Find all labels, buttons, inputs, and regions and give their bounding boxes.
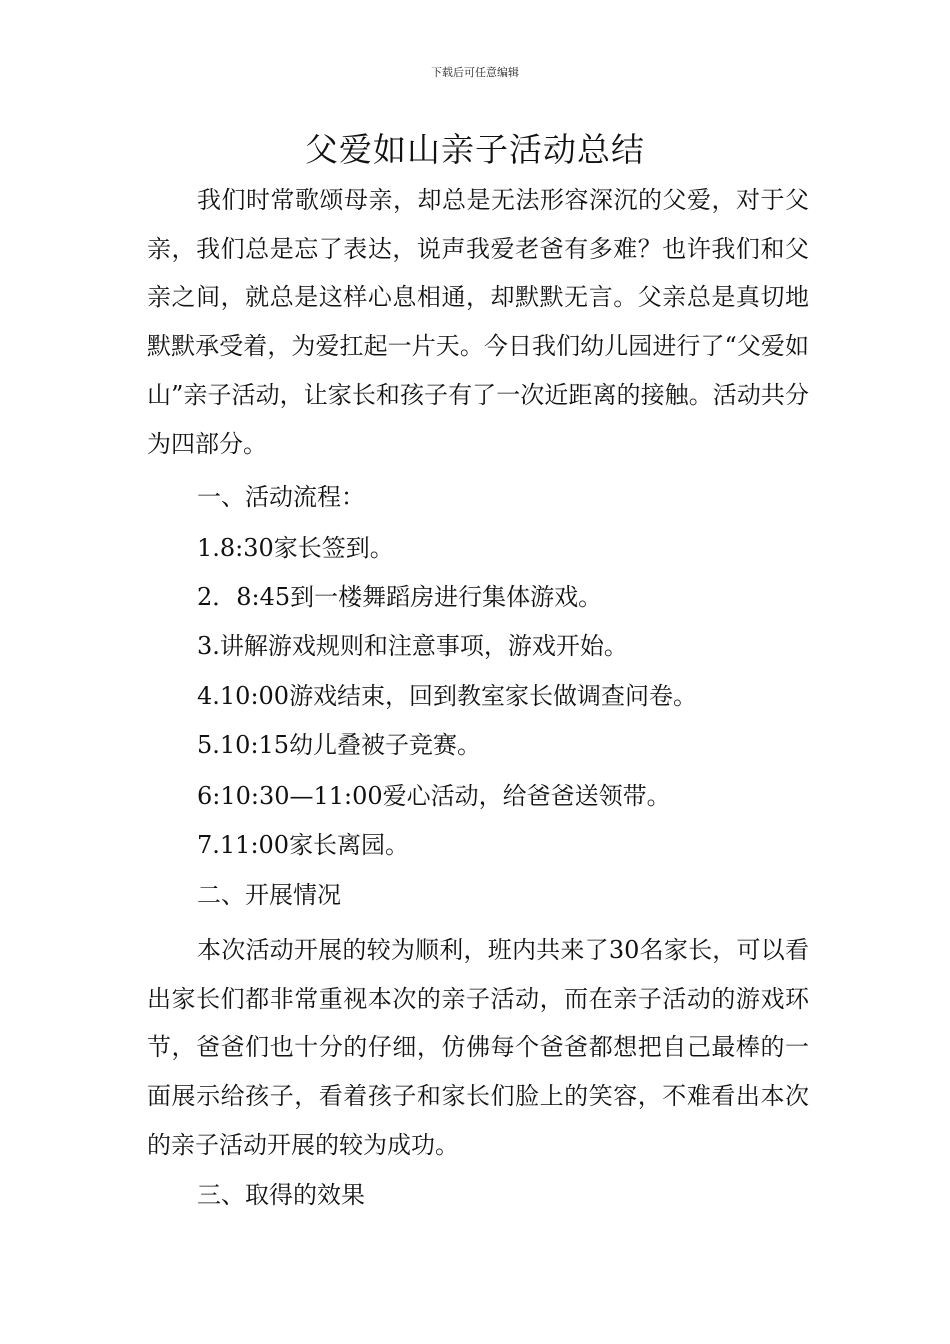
process-step: 3.讲解游戏规则和注意事项，游戏开始。 [197, 632, 628, 660]
section-3-heading: 三、取得的效果 [197, 1181, 365, 1209]
process-step: 5.10:15幼儿叠被子竞赛。 [197, 731, 482, 759]
section-2-heading: 二、开展情况 [197, 881, 341, 909]
header-note: 下载后可任意编辑 [431, 66, 519, 79]
process-step: 2．8:45到一楼舞蹈房进行集体游戏。 [197, 583, 603, 611]
intro-paragraph: 我们时常歌颂母亲，却总是无法形容深沉的父爱，对于父亲，我们总是忘了表达，说声我爱老爸有多难？也许我们和父亲之间，就总是这样心息相通，却默默无言。父亲总是真切地默默承受着，为爱扛起一片天。今日我们幼儿园进行了“父爱如山”亲子活动，让家长和孩子有了一次近距离的接触。活动共分为四部分。 [147, 186, 809, 458]
process-step: 4.10:00游戏结束，回到教室家长做调查问卷。 [197, 682, 698, 710]
process-step: 1.8:30家长签到。 [197, 534, 394, 562]
process-step: 6:10:30—11:00爱心活动，给爸爸送领带。 [197, 782, 671, 810]
section-2-paragraph: 本次活动开展的较为顺利，班内共来了30名家长，可以看出家长们都非常重视本次的亲子活动，而在亲子活动的游戏环节，爸爸们也十分的仔细，仿佛每个爸爸都想把自己最棒的一面展示给孩子，看着孩子和家长们脸上的笑容，不难看出本次的亲子活动开展的较为成功。 [147, 936, 809, 1159]
document-title: 父爱如山亲子活动总结 [305, 130, 645, 169]
process-step: 7.11:00家长离园。 [197, 831, 410, 859]
section-1-heading: 一、活动流程： [197, 483, 365, 511]
